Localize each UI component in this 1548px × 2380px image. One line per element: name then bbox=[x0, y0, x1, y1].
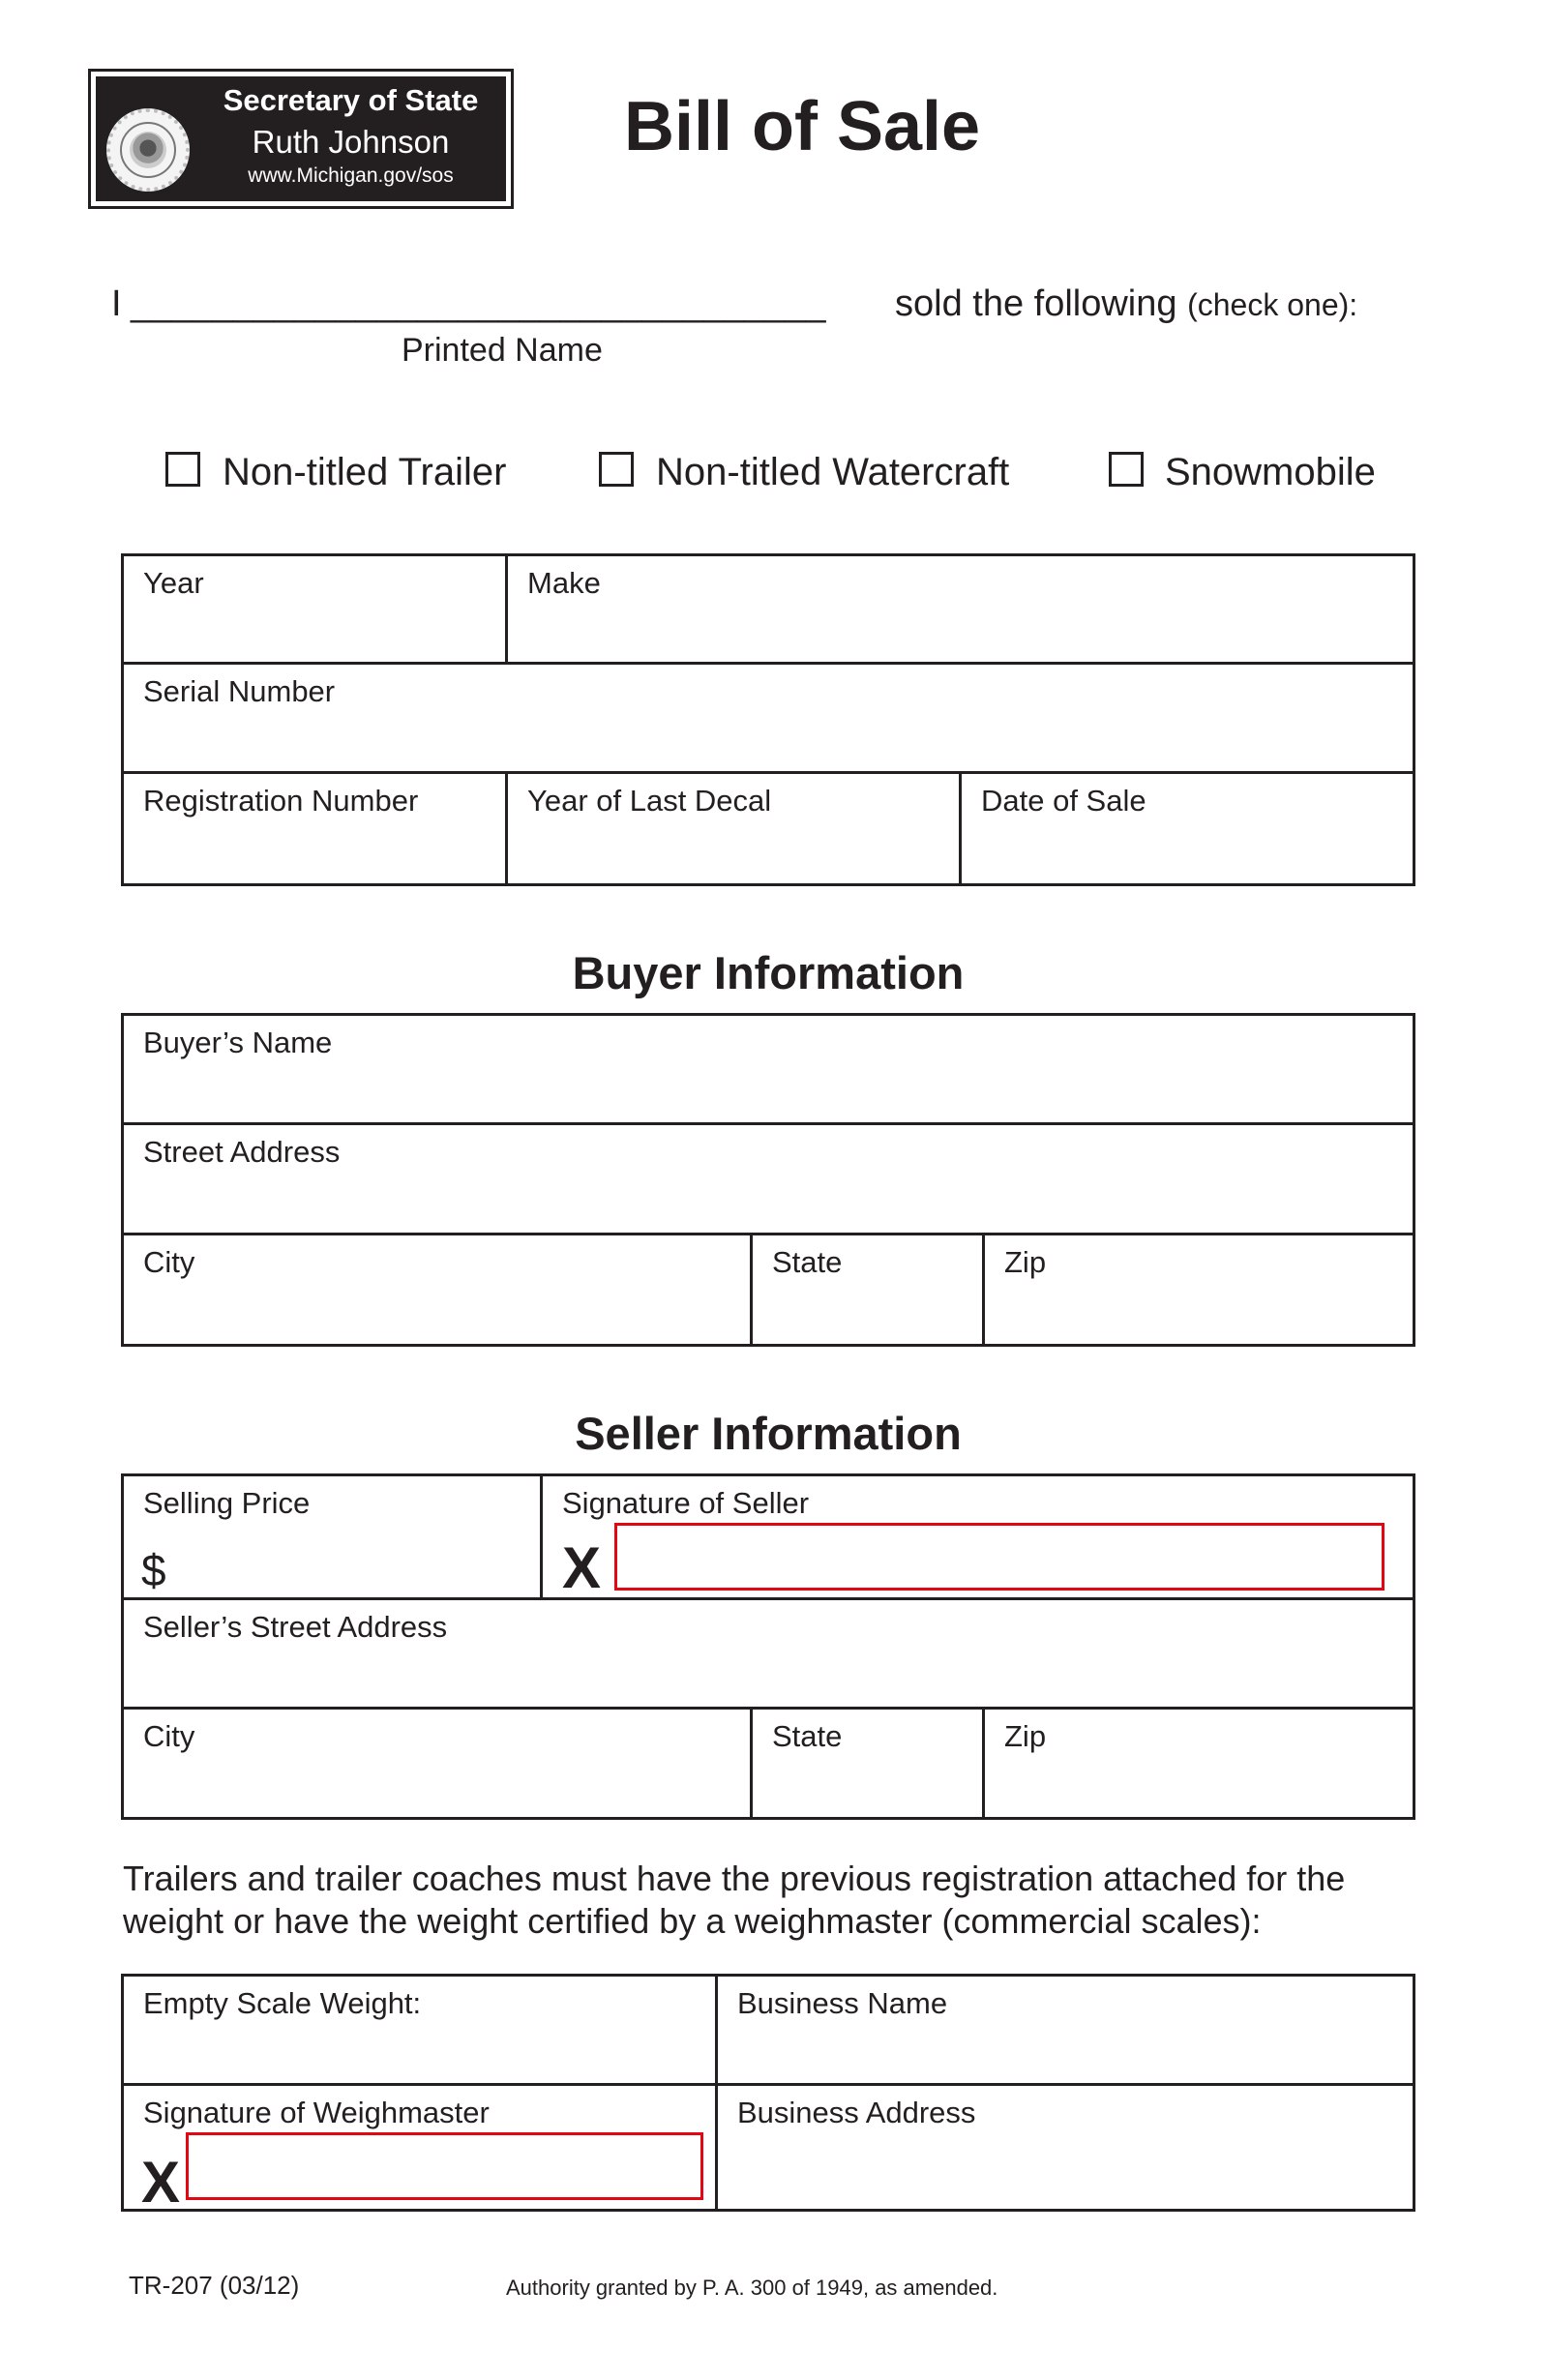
checkbox-snowmobile[interactable] bbox=[1109, 452, 1144, 487]
logo-name: Ruth Johnson bbox=[252, 124, 450, 160]
seller-signature-box[interactable] bbox=[614, 1523, 1384, 1591]
form-code: TR-207 (03/12) bbox=[129, 2271, 300, 2300]
year-label: Year bbox=[143, 566, 204, 600]
business-address-label: Business Address bbox=[737, 2096, 976, 2129]
seller-zip-label: Zip bbox=[1004, 1719, 1047, 1753]
buyer-zip-field[interactable] bbox=[985, 1235, 1413, 1344]
date-of-sale-field[interactable] bbox=[962, 774, 1413, 883]
seller-state-field[interactable] bbox=[753, 1710, 982, 1817]
year-field[interactable] bbox=[124, 556, 505, 662]
seller-state-label: State bbox=[772, 1719, 843, 1753]
empty-weight-label: Empty Scale Weight: bbox=[143, 1986, 422, 2020]
weighmaster-signature-x: X bbox=[141, 2150, 181, 2215]
form-title: Bill of Sale bbox=[624, 88, 981, 165]
intro-prefix: I bbox=[111, 283, 122, 324]
buyer-state-field[interactable] bbox=[753, 1235, 982, 1344]
make-field[interactable] bbox=[508, 556, 1413, 662]
option-label-watercraft: Non-titled Watercraft bbox=[656, 451, 1010, 493]
seller-street-field[interactable] bbox=[124, 1600, 1413, 1707]
seller-heading: Seller Information bbox=[575, 1408, 962, 1459]
printed-name-caption: Printed Name bbox=[402, 332, 603, 369]
buyer-heading: Buyer Information bbox=[572, 947, 965, 998]
logo-title: Secretary of State bbox=[223, 83, 479, 117]
serial-number-label: Serial Number bbox=[143, 674, 336, 708]
state-seal-icon bbox=[106, 108, 190, 192]
selling-price-label: Selling Price bbox=[143, 1486, 311, 1520]
buyer-name-field[interactable] bbox=[124, 1016, 1413, 1122]
registration-number-field[interactable] bbox=[124, 774, 505, 883]
seller-signature-label: Signature of Seller bbox=[562, 1486, 810, 1520]
seller-signature-x: X bbox=[562, 1535, 602, 1600]
serial-number-field[interactable] bbox=[124, 665, 1413, 771]
buyer-zip-label: Zip bbox=[1004, 1245, 1047, 1279]
seller-street-label: Seller’s Street Address bbox=[143, 1610, 448, 1644]
seller-zip-field[interactable] bbox=[985, 1710, 1413, 1817]
dollar-sign: $ bbox=[141, 1545, 166, 1595]
buyer-street-label: Street Address bbox=[143, 1135, 341, 1169]
logo-url: www.Michigan.gov/sos bbox=[248, 164, 454, 187]
weighmaster-signature-label: Signature of Weighmaster bbox=[143, 2096, 490, 2129]
buyer-city-field[interactable] bbox=[124, 1235, 750, 1344]
weighmaster-signature-box[interactable] bbox=[186, 2132, 703, 2200]
printed-name-field[interactable]: __________________________________ bbox=[131, 283, 826, 324]
checkbox-non-titled-watercraft[interactable] bbox=[599, 452, 634, 487]
buyer-state-label: State bbox=[772, 1245, 843, 1279]
selling-price-field[interactable] bbox=[124, 1476, 540, 1597]
seller-city-label: City bbox=[143, 1719, 195, 1753]
business-name-field[interactable] bbox=[718, 1977, 1413, 2083]
intro-sold-text bbox=[895, 283, 1357, 325]
weigh-note: Trailers and trailer coaches must have the previous registration attached for the weight or have the weight certified by a weighmaster (commercial scales): bbox=[123, 1859, 1346, 1941]
business-address-field[interactable] bbox=[718, 2086, 1413, 2209]
last-decal-field[interactable] bbox=[508, 774, 959, 883]
intro-suffix: sold the following bbox=[895, 283, 1177, 324]
buyer-city-label: City bbox=[143, 1245, 195, 1279]
option-label-snowmobile: Snowmobile bbox=[1165, 451, 1376, 493]
buyer-street-field[interactable] bbox=[124, 1125, 1413, 1233]
last-decal-label: Year of Last Decal bbox=[527, 784, 772, 818]
authority-text: Authority granted by P. A. 300 of 1949, as amended. bbox=[506, 2276, 998, 2300]
seller-city-field[interactable] bbox=[124, 1710, 750, 1817]
checkbox-non-titled-trailer[interactable] bbox=[165, 452, 200, 487]
buyer-name-label: Buyer’s Name bbox=[143, 1026, 333, 1059]
empty-weight-field[interactable] bbox=[124, 1977, 715, 2083]
make-label: Make bbox=[527, 566, 601, 600]
intro-check-note: (check one): bbox=[1187, 287, 1358, 322]
registration-number-label: Registration Number bbox=[143, 784, 419, 818]
date-of-sale-label: Date of Sale bbox=[981, 784, 1146, 818]
business-name-label: Business Name bbox=[737, 1986, 948, 2020]
option-label-trailer: Non-titled Trailer bbox=[223, 451, 507, 493]
